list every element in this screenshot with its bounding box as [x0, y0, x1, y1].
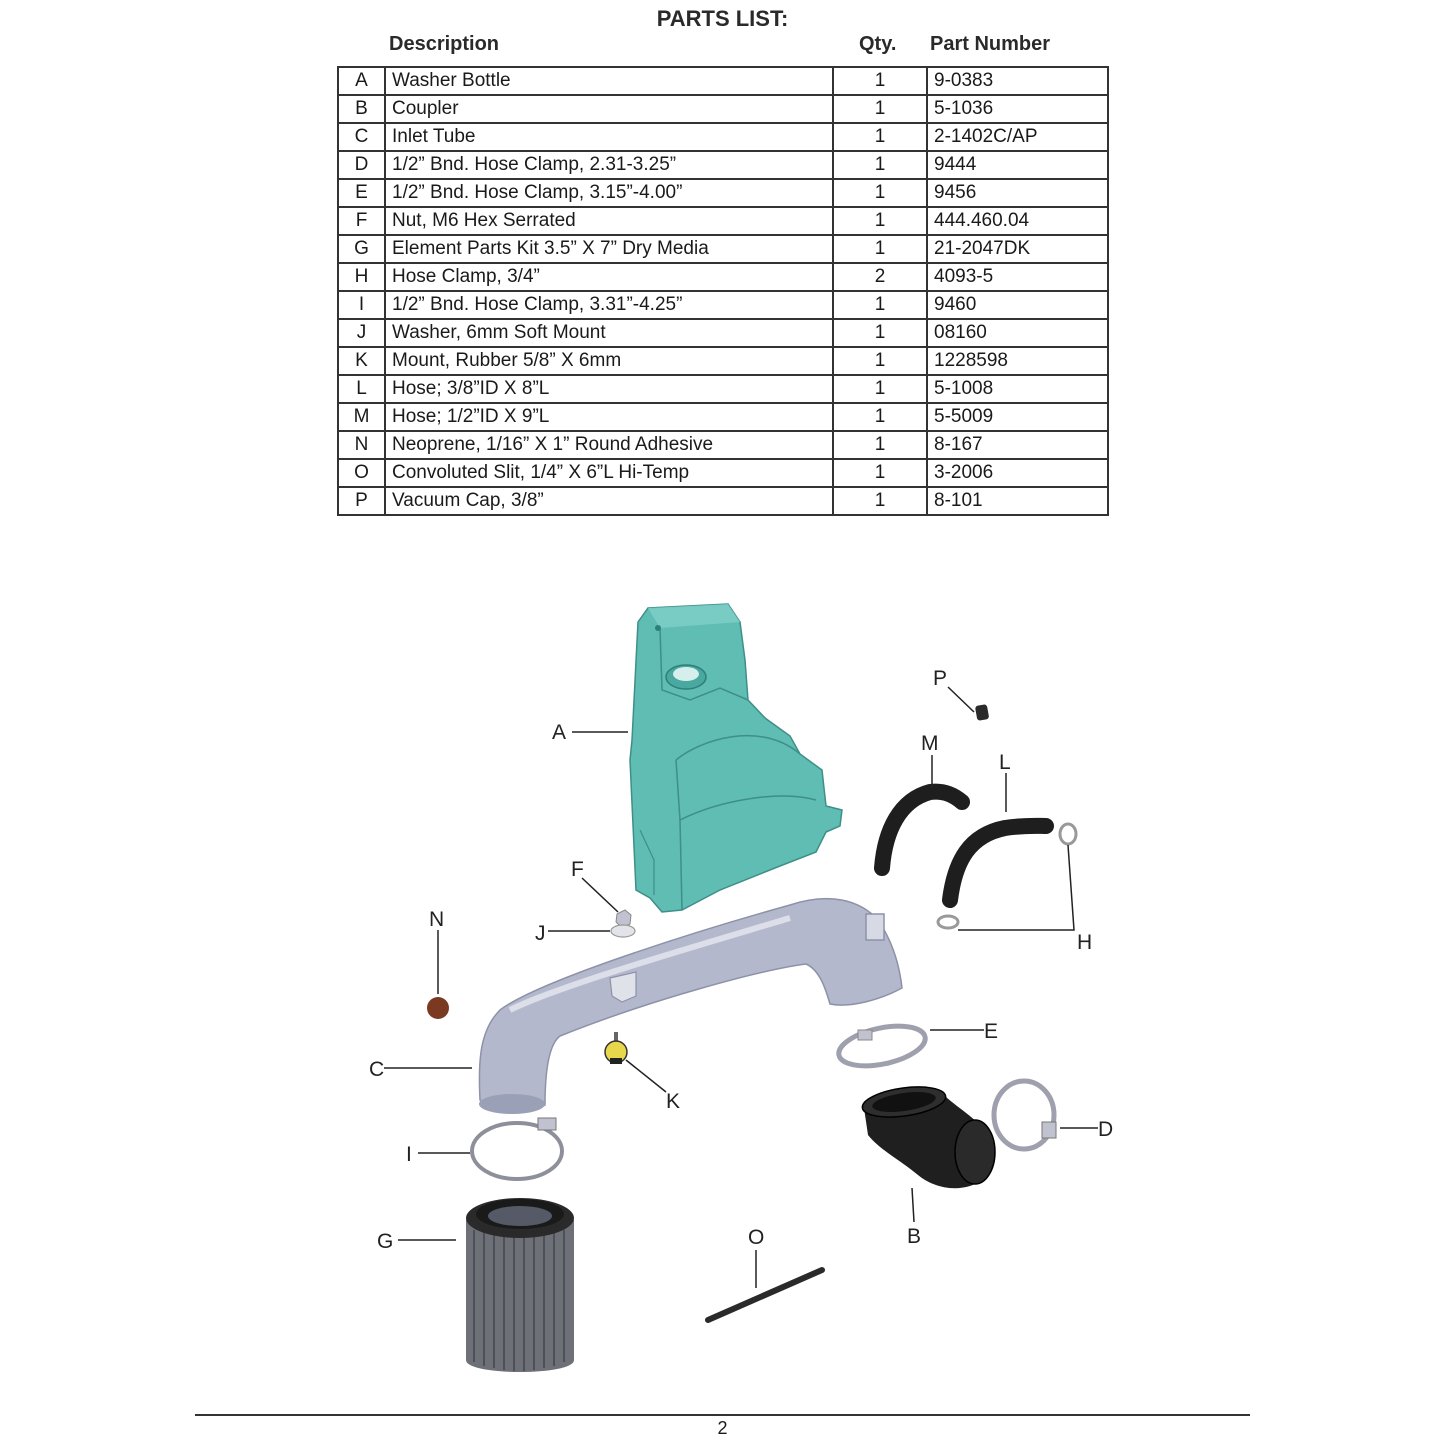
- part-letter: F: [338, 207, 385, 235]
- parts-row: [338, 95, 1108, 123]
- parts-row: [338, 207, 1108, 235]
- part-letter: M: [338, 403, 385, 431]
- part-letter: C: [338, 123, 385, 151]
- parts-row: [338, 291, 1108, 319]
- part-letter: L: [338, 375, 385, 403]
- label-n: N: [429, 908, 445, 931]
- parts-row: [338, 459, 1108, 487]
- part-number: 5-1008: [927, 375, 1108, 403]
- parts-row: [338, 151, 1108, 179]
- label-f: F: [571, 858, 584, 881]
- parts-row: [338, 347, 1108, 375]
- part-number: 5-1036: [927, 95, 1108, 123]
- label-k: K: [666, 1090, 681, 1113]
- part-qty: 1: [833, 235, 927, 263]
- label-m: M: [921, 732, 939, 755]
- part-qty: 1: [833, 67, 927, 95]
- parts-row: [338, 487, 1108, 515]
- band-clamp-e-part: [835, 1019, 929, 1073]
- page-number: 2: [717, 1418, 728, 1438]
- part-description: Hose Clamp, 3/4”: [385, 263, 833, 291]
- part-qty: 1: [833, 207, 927, 235]
- neoprene-part: [427, 997, 449, 1019]
- part-description: Mount, Rubber 5/8” X 6mm: [385, 347, 833, 375]
- label-j: J: [535, 922, 546, 945]
- part-qty: 1: [833, 459, 927, 487]
- part-number: 9456: [927, 179, 1108, 207]
- part-number: 9-0383: [927, 67, 1108, 95]
- part-number: 444.460.04: [927, 207, 1108, 235]
- footer-rule: [195, 1414, 1250, 1416]
- page-title: PARTS LIST:: [656, 6, 789, 31]
- coupler-part: [860, 1082, 995, 1188]
- parts-row: [338, 375, 1108, 403]
- part-description: 1/2” Bnd. Hose Clamp, 3.15”-4.00”: [385, 179, 833, 207]
- label-c: C: [369, 1058, 385, 1081]
- part-number: 2-1402C/AP: [927, 123, 1108, 151]
- hose-l-part: [950, 826, 1046, 900]
- washer-part: [611, 925, 635, 937]
- part-qty: 1: [833, 319, 927, 347]
- header-part-number: Part Number: [930, 33, 1051, 55]
- part-number: 4093-5: [927, 263, 1108, 291]
- parts-row: [338, 319, 1108, 347]
- label-b: B: [907, 1225, 922, 1248]
- label-g: G: [377, 1230, 394, 1253]
- part-qty: 1: [833, 431, 927, 459]
- label-h: H: [1077, 931, 1093, 954]
- part-letter: O: [338, 459, 385, 487]
- parts-row: [338, 179, 1108, 207]
- part-letter: H: [338, 263, 385, 291]
- part-number: 9460: [927, 291, 1108, 319]
- part-description: Convoluted Slit, 1/4” X 6”L Hi-Temp: [385, 459, 833, 487]
- part-letter: P: [338, 487, 385, 515]
- part-letter: K: [338, 347, 385, 375]
- part-description: Nut, M6 Hex Serrated: [385, 207, 833, 235]
- label-o: O: [748, 1226, 765, 1249]
- rubber-mount-part: [605, 1032, 627, 1064]
- hose-m-part: [882, 792, 962, 868]
- part-qty: 2: [833, 263, 927, 291]
- part-number: 9444: [927, 151, 1108, 179]
- part-number: 1228598: [927, 347, 1108, 375]
- part-qty: 1: [833, 487, 927, 515]
- label-p: P: [933, 667, 948, 690]
- part-letter: J: [338, 319, 385, 347]
- part-description: Vacuum Cap, 3/8”: [385, 487, 833, 515]
- parts-table: [337, 66, 1109, 516]
- band-clamp-i-part: [472, 1118, 562, 1179]
- part-description: 1/2” Bnd. Hose Clamp, 2.31-3.25”: [385, 151, 833, 179]
- parts-row: [338, 431, 1108, 459]
- part-description: 1/2” Bnd. Hose Clamp, 3.31”-4.25”: [385, 291, 833, 319]
- part-description: Coupler: [385, 95, 833, 123]
- part-qty: 1: [833, 375, 927, 403]
- part-number: 5-5009: [927, 403, 1108, 431]
- part-description: Inlet Tube: [385, 123, 833, 151]
- part-qty: 1: [833, 291, 927, 319]
- air-filter-part: [466, 1198, 574, 1372]
- part-number: 8-101: [927, 487, 1108, 515]
- part-qty: 1: [833, 179, 927, 207]
- part-letter: G: [338, 235, 385, 263]
- part-qty: 1: [833, 151, 927, 179]
- header-qty: Qty.: [859, 33, 897, 55]
- part-qty: 1: [833, 347, 927, 375]
- part-letter: I: [338, 291, 385, 319]
- part-letter: B: [338, 95, 385, 123]
- part-description: Hose; 3/8”ID X 8”L: [385, 375, 833, 403]
- part-qty: 1: [833, 403, 927, 431]
- parts-row: [338, 263, 1108, 291]
- convoluted-slit-part: [708, 1270, 822, 1320]
- part-description: Neoprene, 1/16” X 1” Round Adhesive: [385, 431, 833, 459]
- band-clamp-d-part: [994, 1081, 1056, 1149]
- vacuum-cap-part: [975, 704, 989, 721]
- washer-bottle-part: [630, 604, 842, 912]
- part-letter: D: [338, 151, 385, 179]
- parts-row: [338, 67, 1108, 95]
- label-e: E: [984, 1020, 999, 1043]
- part-letter: N: [338, 431, 385, 459]
- header-description: Description: [389, 33, 500, 55]
- exploded-diagram: [0, 560, 1445, 1400]
- part-number: 3-2006: [927, 459, 1108, 487]
- part-description: Element Parts Kit 3.5” X 7” Dry Media: [385, 235, 833, 263]
- part-description: Washer Bottle: [385, 67, 833, 95]
- part-letter: E: [338, 179, 385, 207]
- part-description: Washer, 6mm Soft Mount: [385, 319, 833, 347]
- label-l: L: [999, 751, 1011, 774]
- part-number: 08160: [927, 319, 1108, 347]
- label-i: I: [406, 1143, 412, 1166]
- label-d: D: [1098, 1118, 1114, 1141]
- part-number: 8-167: [927, 431, 1108, 459]
- part-number: 21-2047DK: [927, 235, 1108, 263]
- label-a: A: [552, 721, 567, 744]
- part-description: Hose; 1/2”ID X 9”L: [385, 403, 833, 431]
- parts-row: [338, 123, 1108, 151]
- parts-row: [338, 403, 1108, 431]
- part-qty: 1: [833, 123, 927, 151]
- parts-row: [338, 235, 1108, 263]
- part-qty: 1: [833, 95, 927, 123]
- part-letter: A: [338, 67, 385, 95]
